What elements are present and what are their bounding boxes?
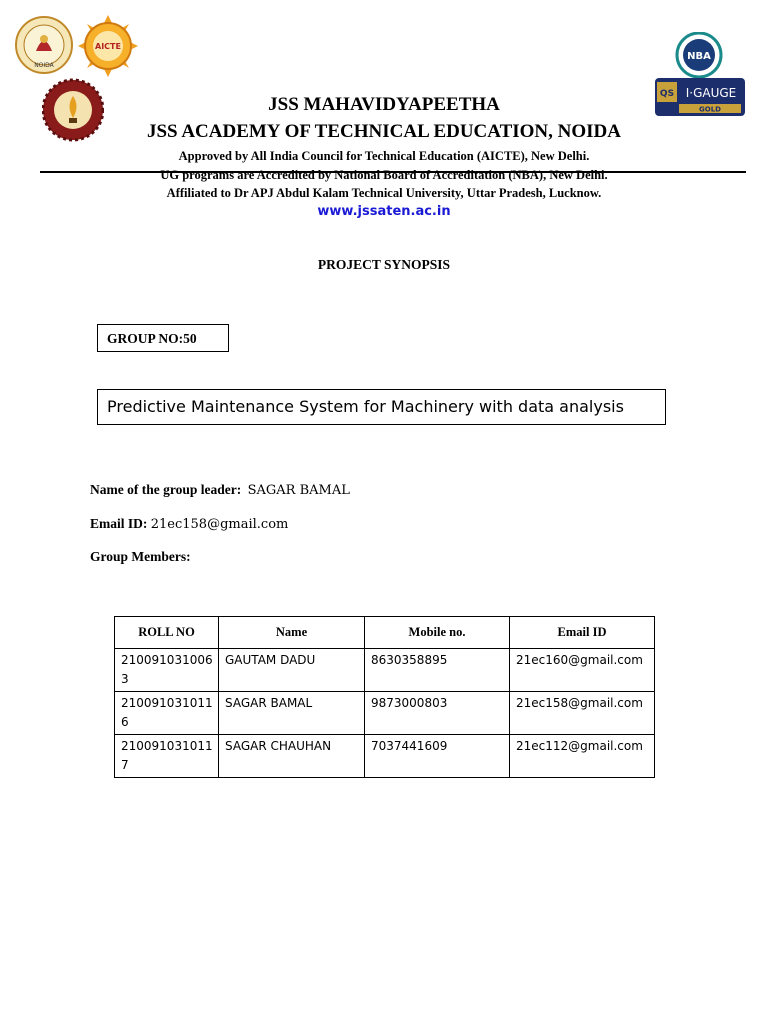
- approval-line: Approved by All India Council for Technical Education (AICTE), New Delhi.: [178, 149, 590, 163]
- cell-email: 21ec158@gmail.com: [510, 692, 655, 735]
- header-roll-no: ROLL NO: [115, 617, 219, 649]
- cell-roll-no: 2100910310117: [115, 735, 219, 778]
- cell-roll-no: 2100910310063: [115, 649, 219, 692]
- website-link[interactable]: www.jssaten.ac.in: [317, 204, 451, 219]
- accreditation-line: UG programs are Accredited by National Board of Accreditation (NBA), New Delhi.: [160, 168, 608, 182]
- cell-email: 21ec112@gmail.com: [510, 735, 655, 778]
- cell-mobile: 8630358895: [365, 649, 510, 692]
- svg-text:QS: QS: [659, 89, 675, 99]
- cell-mobile: 9873000803: [365, 692, 510, 735]
- document-title: PROJECT SYNOPSIS: [317, 257, 451, 272]
- email-value: 21ec158@gmail.com: [150, 517, 289, 532]
- cell-name: SAGAR CHAUHAN: [219, 735, 365, 778]
- cell-roll-no: 2100910310116: [115, 692, 219, 735]
- svg-text:NBA: NBA: [687, 51, 711, 62]
- svg-text:GOLD: GOLD: [699, 105, 721, 114]
- cell-mobile: 7037441609: [365, 735, 510, 778]
- group-members-label: Group Members:: [90, 549, 191, 564]
- group-number-box: GROUP NO:50: [97, 324, 229, 352]
- table-row: [115, 649, 655, 692]
- svg-text:I·GAUGE: I·GAUGE: [685, 86, 737, 100]
- college-name: JSS ACADEMY OF TECHNICAL EDUCATION, NOIDA: [146, 121, 621, 142]
- table-header-row: [115, 617, 655, 649]
- members-table: [114, 616, 655, 778]
- affiliation-line: Affiliated to Dr APJ Abdul Kalam Technical University, Uttar Pradesh, Lucknow.: [166, 186, 602, 200]
- jss-logo: [14, 15, 74, 75]
- group-leader-value: SAGAR BAMAL: [247, 483, 350, 498]
- group-leader-row: [90, 482, 350, 498]
- email-label: Email ID:: [90, 516, 148, 531]
- organization-name: JSS MAHAVIDYAPEETHA: [268, 94, 500, 115]
- table-row: [115, 692, 655, 735]
- email-row: [90, 516, 288, 532]
- aicte-logo: [78, 15, 138, 77]
- header-name: Name: [219, 617, 365, 649]
- group-leader-label: Name of the group leader:: [90, 482, 242, 497]
- table-row: [115, 735, 655, 778]
- svg-text:NOIDA: NOIDA: [34, 62, 54, 69]
- header-email: Email ID: [510, 617, 655, 649]
- project-title-box: Predictive Maintenance System for Machinery with data analysis: [97, 389, 666, 425]
- cell-email: 21ec160@gmail.com: [510, 649, 655, 692]
- cell-name: GAUTAM DADU: [219, 649, 365, 692]
- nba-logo: [674, 32, 724, 78]
- svg-text:AICTE: AICTE: [95, 42, 121, 51]
- header-mobile: Mobile no.: [365, 617, 510, 649]
- cell-name: SAGAR BAMAL: [219, 692, 365, 735]
